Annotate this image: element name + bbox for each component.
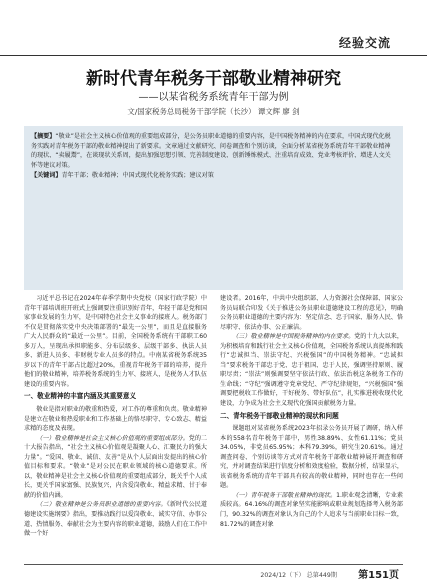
body-paragraph	[220, 332, 403, 408]
body-paragraph: 建设者。2016年，中共中央组织部、人力资源社会保障部、国家公务员局联合印发《关于推进公务员职业道德建设工程的意见》，明确公务员职业道德的主要内容为：坚定信念、忠于国家、服务人民、恪尽职守、依法办事、公正廉洁。	[220, 295, 403, 331]
keywords-label: 【关键词】	[31, 172, 62, 180]
left-column	[24, 294, 207, 539]
body-paragraph: 习近平总书记在2024年春季学期中央党校（国家行政学院）中青年干部培训班开班式上强调要注重识别好青年，年轻干部是党和国家事业发展的生力军，是中国特色社会主义事业的接班人。税务部门不仅是贯彻落实党中央决策部署的“最先一公里”，而且是直接服务广大人民群众的“最近一公里”。目前，全国税务系统有干部职工60多万人，呈现出承担职能多、分布层级多、层级干部多、执法人员多、新进人员多、非财税专业人员多的特点。中南某省税务系统35岁以下的青年干部占比超过20%，重视青年税务干部的培养，提升他们的敬业精神，培养税务系统的生力军、接班人，是税务人才队伍建设的重要内容。	[24, 295, 207, 388]
section-heading: 一、敬业精神的丰富内涵及其重要意义	[24, 392, 137, 401]
header-divider	[0, 55, 427, 56]
subheading-inline: （二）敬业精神是公务员职业道德的重要内容。	[36, 501, 167, 509]
footer-divider	[24, 564, 403, 565]
paragraph-text: 《新时代公民道德建设实施纲要》指出，要推动践行以爱岗敬业、诚实守信、办事公道、热情服务、奉献社会为主要内容的职业道德，鼓励人们在工作中做一个好	[24, 501, 207, 538]
paragraph-text: 党的二十大报告指出，“社会主义核心价值观是凝聚人心、汇聚民力的强大力量”。“爱国、敬业、诚信、友善”是从个人层面出发提出的核心价值目标和要求。“敬业”是对公民在职业领域的核心道德要求。所以，敬业精神是社会主义核心价值观的重要组成部分，既关乎个人成长，更关乎国家富强、民族复兴，内含爱岗敬业、精益求精、甘于奉献的价值内涵。	[24, 434, 208, 499]
body-paragraph: 敬业是指对职业的敬重和热爱，对工作的尊重和负责。敬业精神是建立在敬业和热爱职业和工作基础上的恪尽职守、专心致志、精益求精的态度及表现。	[24, 406, 207, 433]
body-paragraph	[24, 434, 207, 501]
right-column	[220, 294, 403, 529]
paragraph-text: 1.职业观念清晰，专业素质较高。64.16%的调查对象坚实能影响或职业规划选择考入税务部门，90.32%的调查对象认为自己的个人追求与当前职业目标一致，81.72%的调查对象	[220, 491, 403, 528]
article-subtitle: ——以某省税务系统青年干部为例	[138, 92, 289, 103]
keywords-text: 青年干部；敬业精神；中国式现代化税务实践；建议对策	[61, 172, 214, 180]
section-heading: 二、青年税务干部敬业精神的现状和问题	[220, 411, 339, 420]
article-title: 新时代青年税务干部敬业精神研究	[86, 69, 341, 89]
abstract-text: “敬业”是社会主义核心价值观的重要组成部分，是公务员职业道德的重要内容，是中国税务精神的内在要求，中国式现代化税务实践对青年税务干部的敬业精神提出了新要求。文章通过文献研究、问卷调查和个别访谈，全面分析某省税务系统青年干部敬业精神的现状、“卖履鬻”，在谈现状关系周，提出加强思想引领、完善制度建设、创新锤炼模式、注重培育成效、党业考核评价、增进人文关怀等建议对策。	[31, 133, 391, 169]
body-paragraph	[24, 500, 207, 538]
body-paragraph	[220, 491, 403, 529]
abstract-box	[24, 126, 403, 290]
abstract-paragraph	[31, 132, 396, 170]
subheading-inline: （一）青年税务干部敬业精神的现状。	[232, 491, 337, 499]
subheading-inline: （一）敬业精神是社会主义核心价值观的重要组成部分。	[36, 434, 189, 442]
paragraph-text: 党的十九大以来，为积极培育和践行社会主义核心价值观，全国税务系统认真提炼和践行“忠诚担当、崇法守纪、兴税强国”的中国税务精神。“忠诚担当”要求税务干部忠于党、忠于祖国、忠于人民，强调坚持原则、履职尽责；“崇法”则强调要坚守依法行政、依法治税这条税务工作的生命线；“守纪”强调遵守党章党纪、严守纪律规矩，“兴税强国”强调要把税收工作做好，干好税务、带好队伍”，扎实推进税收现代化建设，力争成为社会主义现代化强国贡献税务力量。	[220, 333, 404, 408]
page-number: 第151页	[358, 570, 399, 581]
body-paragraph: 课题组对某省税务系统2023年招录公务员开展了调研，纳入样本的558名青年税务干部中，男性38.89%、女性61.11%；党员34.05%，非党员65.95%；本科79.39%，研究生20.61%。通过调查问卷、个别访谈等方式对青年税务干部敬业精神展开调查和研究，并对调查结果进行信度分析和效度检验，数据分析，结果显示，该省税务系统的青年干部具有较高的敬业精神，同时也存在一些问题。	[220, 425, 403, 490]
subheading-inline: （三）敬业精神是中国税务精神的内在要求。	[232, 333, 355, 341]
article-authors: 文/国家税务总局税务干部学院（长沙） 谭文辉 廖 剑	[127, 107, 300, 116]
issue-info: 2024/12（下） 总第449期	[260, 572, 337, 579]
section-tag: 经验交流	[338, 36, 391, 50]
abstract-label: 【摘要】	[31, 133, 56, 140]
keywords-paragraph	[31, 171, 396, 181]
